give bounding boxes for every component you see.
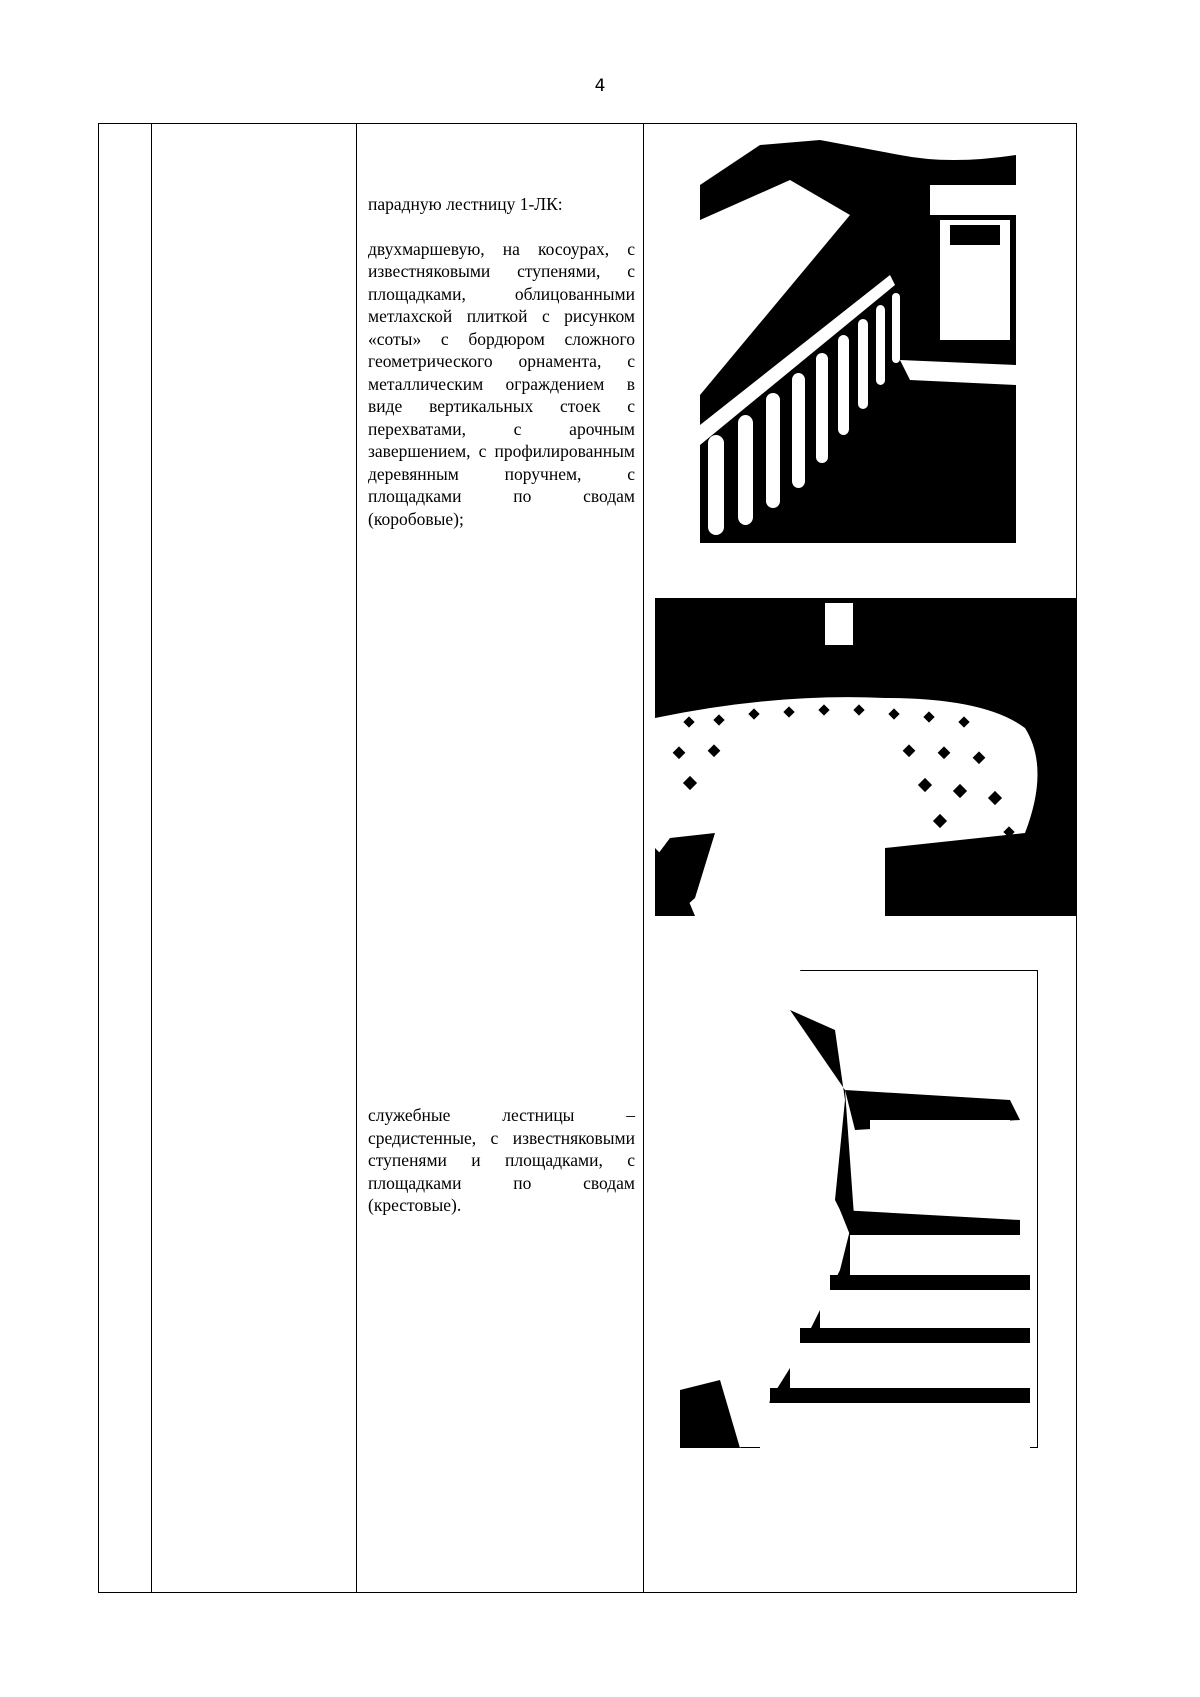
table-column-divider bbox=[151, 123, 152, 1593]
main-staircase-photo bbox=[700, 125, 1016, 543]
page-number: 4 bbox=[594, 76, 606, 96]
table-column-divider bbox=[356, 123, 357, 1593]
service-stairs-text bbox=[368, 1104, 635, 1217]
table-column-divider bbox=[643, 123, 644, 1593]
service-stairs-description: служебные лестницы – средистенные, с известняковыми ступенями и площадками, с площадками по сводам (крестовые). bbox=[368, 1105, 635, 1215]
landing-tile-photo bbox=[655, 598, 1077, 916]
main-stair-description: двухмаршевую, на косоурах, с известняковыми ступенями, с площадками, облицованными метлахской плиткой с рисунком «соты» с бордюром сложного геометрического орнамента, с металлическим ограждением в виде вертикальных стоек с перехватами, с арочным завершением, с профилированным деревянным поручнем, с площадками по сводам (коробовые); bbox=[368, 238, 635, 529]
main-stair-text bbox=[368, 193, 635, 530]
main-stair-heading: парадную лестницу 1-ЛК: bbox=[368, 194, 563, 214]
service-staircase-photo bbox=[680, 970, 1038, 1448]
